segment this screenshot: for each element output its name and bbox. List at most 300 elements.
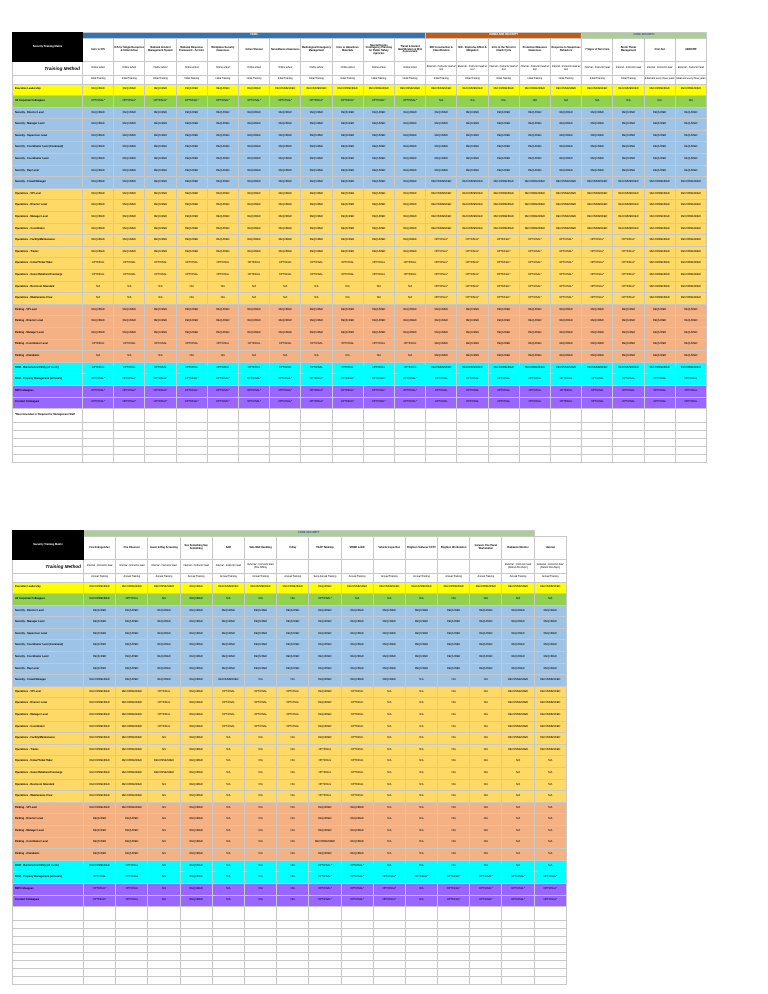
empty-cell <box>176 431 207 439</box>
blank-row <box>13 969 567 977</box>
empty-cell <box>373 921 405 929</box>
requirement-cell: REQUIRED <box>176 235 207 247</box>
requirement-cell: OPTIONAL* <box>426 258 457 270</box>
role-label: Operations - Coordinator <box>13 721 84 733</box>
requirement-cell: N/A <box>277 675 309 687</box>
requirement-cell: RECOMMENDED <box>502 744 534 756</box>
training-method-cell: Online w/test <box>176 62 207 76</box>
requirement-cell: RECOMMENDED <box>116 791 148 803</box>
requirement-cell: N/A <box>83 293 114 305</box>
empty-cell <box>114 455 145 463</box>
empty-cell <box>405 945 437 953</box>
requirement-cell: RECOMMENDED <box>394 84 425 96</box>
blank-row <box>13 447 707 455</box>
requirement-cell: N/A <box>244 779 276 791</box>
requirement-cell: N/A <box>405 814 437 826</box>
role-label: Parking - VP Level <box>13 304 83 316</box>
requirement-cell: N/A <box>244 849 276 861</box>
requirement-cell: REQUIRED <box>438 605 470 617</box>
role-row <box>13 258 707 270</box>
requirement-cell: REQUIRED <box>238 165 269 177</box>
training-method-cell: Online w/test <box>207 62 238 76</box>
empty-cell <box>301 409 332 423</box>
requirement-cell: REQUIRED <box>675 165 706 177</box>
empty-cell <box>644 455 675 463</box>
requirement-cell: REQUIRED <box>644 130 675 142</box>
requirement-cell: N/A <box>212 802 244 814</box>
requirement-cell: REQUIRED <box>176 304 207 316</box>
requirement-cell: N/A <box>502 837 534 849</box>
empty-cell <box>438 937 470 945</box>
column-header: Surveillance Awareness <box>270 39 301 62</box>
training-frequency-cell: Annual Training <box>148 574 180 583</box>
empty-cell <box>363 423 394 431</box>
requirement-cell: REQUIRED <box>502 605 534 617</box>
role-label: Operations - Director Level <box>13 200 83 212</box>
role-label: Parking - Director Level <box>13 814 84 826</box>
empty-cell <box>405 937 437 945</box>
requirement-cell: REQUIRED <box>145 142 176 154</box>
empty-cell <box>244 977 276 985</box>
requirement-cell: N/A <box>373 698 405 710</box>
role-label: Security - Director Level <box>13 605 84 617</box>
requirement-cell: REQUIRED <box>244 652 276 664</box>
empty-cell <box>270 423 301 431</box>
empty-cell <box>309 907 341 921</box>
empty-cell <box>550 431 581 439</box>
requirement-cell: N/A <box>373 849 405 861</box>
requirement-cell: REQUIRED <box>114 165 145 177</box>
requirement-cell: OPTIONAL* <box>309 872 341 884</box>
requirement-cell: REQUIRED <box>550 351 581 363</box>
requirement-cell: OPTIONAL* <box>114 96 145 108</box>
requirement-cell: N/A <box>148 895 180 907</box>
requirement-cell: N/A <box>207 351 238 363</box>
requirement-cell: REQUIRED <box>270 223 301 235</box>
requirement-cell: REQUIRED <box>176 107 207 119</box>
empty-cell <box>176 409 207 423</box>
requirement-cell: OPTIONAL <box>148 698 180 710</box>
requirement-cell: REQUIRED <box>426 165 457 177</box>
training-method-cell: Online w/test <box>238 62 269 76</box>
requirement-cell: N/A <box>405 686 437 698</box>
requirement-cell: REQUIRED <box>180 710 212 722</box>
empty-cell <box>116 961 148 969</box>
requirement-cell: N/A <box>176 281 207 293</box>
requirement-cell: REQUIRED <box>114 304 145 316</box>
training-method-cell <box>341 560 373 574</box>
column-header: Fire Observer <box>116 537 148 560</box>
requirement-cell: RECOMMENDED <box>488 84 519 96</box>
requirement-cell: REQUIRED <box>550 119 581 131</box>
requirement-cell: N/A <box>405 779 437 791</box>
requirement-cell: REQUIRED <box>332 200 363 212</box>
requirement-cell: OPTIONAL* <box>363 397 394 409</box>
requirement-cell: OPTIONAL* <box>519 258 550 270</box>
requirement-cell: OPTIONAL <box>394 339 425 351</box>
empty-cell <box>341 921 373 929</box>
footnote: *Recommended or Required for Management Staff <box>13 409 83 423</box>
requirement-cell: N/A <box>470 594 502 606</box>
role-label: Operations - Trades <box>13 246 83 258</box>
training-matrix-table <box>12 530 567 985</box>
requirement-cell: N/A <box>212 594 244 606</box>
requirement-cell: REQUIRED <box>488 119 519 131</box>
footnote <box>13 907 84 921</box>
requirement-cell: REQUIRED <box>270 154 301 166</box>
note-row <box>13 907 567 921</box>
requirement-cell: REQUIRED <box>238 223 269 235</box>
column-header: VBIED & IED <box>341 537 373 560</box>
requirement-cell: REQUIRED <box>212 663 244 675</box>
requirement-cell: N/A <box>277 825 309 837</box>
requirement-cell: REQUIRED <box>309 849 341 861</box>
requirement-cell: OPTIONAL* <box>145 397 176 409</box>
empty-cell <box>145 431 176 439</box>
empty-cell <box>373 907 405 921</box>
role-label: Parking - Manager Level <box>13 825 84 837</box>
empty-cell <box>244 921 276 929</box>
requirement-cell: N/A <box>148 791 180 803</box>
requirement-cell: OPTIONAL <box>341 710 373 722</box>
requirement-cell: N/A <box>332 281 363 293</box>
requirement-cell: N/A <box>373 594 405 606</box>
requirement-cell: N/A <box>148 872 180 884</box>
requirement-cell: REQUIRED <box>470 628 502 640</box>
requirement-cell: OPTIONAL <box>309 756 341 768</box>
requirement-cell: RECOMMENDED <box>613 212 644 224</box>
column-header: IED - Explosive Effect & Mitigation <box>457 39 488 62</box>
requirement-cell: RECOMMENDED <box>613 200 644 212</box>
requirement-cell: N/A <box>270 281 301 293</box>
role-label: Parking - Manager Level <box>13 327 83 339</box>
empty-cell <box>238 423 269 431</box>
matrix-title: Security Training Matrix <box>13 33 83 62</box>
empty-cell <box>550 409 581 423</box>
requirement-cell: REQUIRED <box>83 188 114 200</box>
column-header: First Aid <box>644 39 675 62</box>
requirement-cell: REQUIRED <box>438 628 470 640</box>
requirement-cell: N/A <box>244 744 276 756</box>
requirement-cell: REQUIRED <box>309 721 341 733</box>
requirement-cell: OPTIONAL <box>207 362 238 374</box>
requirement-cell: OPTIONAL <box>309 744 341 756</box>
requirement-cell: N/A <box>277 594 309 606</box>
empty-cell <box>405 921 437 929</box>
empty-cell <box>675 455 706 463</box>
requirement-cell: REQUIRED <box>309 733 341 745</box>
empty-cell <box>13 455 83 463</box>
requirement-cell: REQUIRED <box>502 663 534 675</box>
empty-cell <box>675 423 706 431</box>
requirement-cell: REQUIRED <box>148 675 180 687</box>
requirement-cell: REQUIRED <box>145 119 176 131</box>
requirement-cell: REQUIRED <box>301 177 332 189</box>
requirement-cell: REQUIRED <box>550 107 581 119</box>
requirement-cell: OPTIONAL* <box>488 246 519 258</box>
requirement-cell: OPTIONAL <box>145 258 176 270</box>
requirement-cell: RECOMMENDED <box>116 779 148 791</box>
empty-cell <box>502 945 534 953</box>
requirement-cell: OPTIONAL* <box>176 374 207 386</box>
empty-cell <box>212 969 244 977</box>
requirement-cell: N/A <box>438 710 470 722</box>
requirement-cell: RECOMMENDED <box>84 675 116 687</box>
training-frequency-cell: Semi-Annual Training <box>309 574 341 583</box>
requirement-cell: N/A <box>145 281 176 293</box>
requirement-cell: RECOMMENDED <box>457 84 488 96</box>
requirement-cell: REQUIRED <box>270 200 301 212</box>
empty-cell <box>470 969 502 977</box>
requirement-cell: REQUIRED <box>145 177 176 189</box>
requirement-cell: REQUIRED <box>373 663 405 675</box>
training-method-cell: Internal - Instructor lead <box>644 62 675 76</box>
requirement-cell: N/A <box>405 791 437 803</box>
requirement-cell: N/A <box>470 814 502 826</box>
role-row <box>13 768 567 780</box>
requirement-cell: OPTIONAL* <box>309 860 341 872</box>
requirement-cell: REQUIRED <box>394 246 425 258</box>
requirement-cell: OPTIONAL <box>675 385 706 397</box>
requirement-cell: REQUIRED <box>84 814 116 826</box>
column-header: Bomb Threat Management <box>613 39 644 62</box>
requirement-cell: N/A <box>148 814 180 826</box>
requirement-cell: REQUIRED <box>519 142 550 154</box>
requirement-cell: RECOMMENDED <box>675 235 706 247</box>
requirement-cell: N/A <box>502 849 534 861</box>
empty-cell <box>277 929 309 937</box>
requirement-cell: REQUIRED <box>332 212 363 224</box>
requirement-cell: REQUIRED <box>83 142 114 154</box>
requirement-cell: RECOMMENDED <box>550 188 581 200</box>
requirement-cell: N/A <box>212 825 244 837</box>
requirement-cell: OPTIONAL* <box>426 293 457 305</box>
requirement-cell: OPTIONAL* <box>550 293 581 305</box>
training-frequency-row <box>13 574 567 583</box>
training-frequency-cell: Initial Training <box>238 76 269 85</box>
requirement-cell: REQUIRED <box>550 154 581 166</box>
requirement-cell: N/A <box>373 802 405 814</box>
requirement-cell: RECOMMENDED <box>148 756 180 768</box>
requirement-cell: N/A <box>438 768 470 780</box>
requirement-cell: REQUIRED <box>148 652 180 664</box>
requirement-cell: REQUIRED <box>613 107 644 119</box>
requirement-cell: REQUIRED <box>207 119 238 131</box>
requirement-cell: N/A <box>405 675 437 687</box>
empty-cell <box>207 409 238 423</box>
empty-cell <box>394 447 425 455</box>
requirement-cell: REQUIRED <box>675 130 706 142</box>
empty-cell <box>145 455 176 463</box>
requirement-cell: REQUIRED <box>470 640 502 652</box>
requirement-cell: RECOMMENDED <box>675 200 706 212</box>
requirement-cell: REQUIRED <box>145 246 176 258</box>
requirement-cell: OPTIONAL* <box>519 293 550 305</box>
requirement-cell: N/A <box>212 814 244 826</box>
requirement-cell: OPTIONAL <box>270 362 301 374</box>
requirement-cell: REQUIRED <box>332 130 363 142</box>
role-row <box>13 617 567 629</box>
requirement-cell: N/A <box>212 756 244 768</box>
requirement-cell: REQUIRED <box>502 652 534 664</box>
requirement-cell: REQUIRED <box>180 698 212 710</box>
role-row <box>13 374 707 386</box>
requirement-cell: OPTIONAL* <box>519 246 550 258</box>
requirement-cell: OPTIONAL* <box>207 374 238 386</box>
requirement-cell: REQUIRED <box>176 327 207 339</box>
empty-cell <box>363 447 394 455</box>
empty-cell <box>83 455 114 463</box>
training-frequency-cell: Initial Training <box>176 76 207 85</box>
requirement-cell: N/A <box>212 744 244 756</box>
empty-cell <box>675 409 706 423</box>
empty-cell <box>277 969 309 977</box>
requirement-cell: OPTIONAL <box>341 756 373 768</box>
requirement-cell: REQUIRED <box>426 351 457 363</box>
training-method-label: Training Method <box>13 62 83 76</box>
empty-cell <box>116 969 148 977</box>
empty-cell <box>145 423 176 431</box>
requirement-cell: REQUIRED <box>394 130 425 142</box>
requirement-cell: N/A <box>457 96 488 108</box>
requirement-cell: N/A <box>405 756 437 768</box>
requirement-cell: RECOMMENDED <box>519 212 550 224</box>
requirement-cell: REQUIRED <box>394 177 425 189</box>
requirement-cell: N/A <box>244 895 276 907</box>
requirement-cell: REQUIRED <box>84 640 116 652</box>
empty-cell <box>13 977 84 985</box>
requirement-cell: OPTIONAL <box>270 339 301 351</box>
requirement-cell: REQUIRED <box>238 84 269 96</box>
training-frequency-cell: Annual Training <box>180 574 212 583</box>
requirement-cell: N/A <box>534 802 566 814</box>
requirement-cell: RECOMMENDED <box>613 84 644 96</box>
empty-cell <box>309 953 341 961</box>
requirement-cell: OPTIONAL <box>613 385 644 397</box>
role-row <box>13 883 567 895</box>
requirement-cell: N/A <box>405 849 437 861</box>
requirement-cell: REQUIRED <box>394 235 425 247</box>
requirement-cell: REQUIRED <box>207 223 238 235</box>
requirement-cell: REQUIRED <box>394 200 425 212</box>
role-row <box>13 212 707 224</box>
requirement-cell: N/A <box>244 756 276 768</box>
requirement-cell: RECOMMENDED <box>84 686 116 698</box>
empty-cell <box>363 439 394 447</box>
training-method-cell: External - Instructor lead w/ test <box>457 62 488 76</box>
requirement-cell: RECOMMENDED <box>116 698 148 710</box>
empty-cell <box>675 431 706 439</box>
requirement-cell: REQUIRED <box>176 130 207 142</box>
empty-cell <box>13 953 84 961</box>
empty-cell <box>212 907 244 921</box>
requirement-cell: RECOMMENDED <box>582 200 613 212</box>
requirement-cell: REQUIRED <box>238 154 269 166</box>
requirement-cell: REQUIRED <box>244 628 276 640</box>
empty-cell <box>373 945 405 953</box>
requirement-cell: RECOMMENDED <box>212 582 244 594</box>
requirement-cell: RECOMMENDED <box>426 188 457 200</box>
training-method-cell <box>438 560 470 574</box>
requirement-cell: RECOMMENDED <box>332 84 363 96</box>
empty-cell <box>438 969 470 977</box>
requirement-cell: RECOMMENDED <box>84 860 116 872</box>
requirement-cell: REQUIRED <box>519 351 550 363</box>
empty-cell <box>405 929 437 937</box>
requirement-cell: N/A <box>238 281 269 293</box>
empty-cell <box>373 969 405 977</box>
requirement-cell: REQUIRED <box>644 327 675 339</box>
column-header: X-Ray <box>277 537 309 560</box>
requirement-cell: N/A <box>405 733 437 745</box>
requirement-cell: REQUIRED <box>180 768 212 780</box>
blank-row <box>13 945 567 953</box>
requirement-cell: RECOMMENDED <box>644 223 675 235</box>
requirement-cell: OPTIONAL <box>244 686 276 698</box>
requirement-cell: REQUIRED <box>238 119 269 131</box>
requirement-cell: OPTIONAL* <box>394 385 425 397</box>
requirement-cell: RECOMMENDED <box>550 177 581 189</box>
requirement-cell: OPTIONAL <box>394 258 425 270</box>
requirement-cell: REQUIRED <box>301 165 332 177</box>
empty-cell <box>644 447 675 455</box>
requirement-cell: OPTIONAL <box>114 270 145 282</box>
requirement-cell: REQUIRED <box>394 107 425 119</box>
requirement-cell: REQUIRED <box>457 119 488 131</box>
requirement-cell: OPTIONAL <box>582 397 613 409</box>
requirement-cell: RECOMMENDED <box>116 686 148 698</box>
column-header: Safe Wall Handling <box>244 537 276 560</box>
empty-cell <box>457 431 488 439</box>
empty-cell <box>13 969 84 977</box>
requirement-cell: REQUIRED <box>534 652 566 664</box>
requirement-cell: REQUIRED <box>675 339 706 351</box>
role-row <box>13 698 567 710</box>
requirement-cell: REQUIRED <box>116 640 148 652</box>
requirement-cell: REQUIRED <box>238 107 269 119</box>
requirement-cell: REQUIRED <box>180 733 212 745</box>
requirement-cell: REQUIRED <box>145 154 176 166</box>
requirement-cell: REQUIRED <box>114 246 145 258</box>
requirement-cell: RECOMMENDED <box>84 733 116 745</box>
requirement-cell: OPTIONAL* <box>394 96 425 108</box>
column-header: Brighton Workstation <box>438 537 470 560</box>
requirement-cell: OPTIONAL <box>644 397 675 409</box>
requirement-cell: REQUIRED <box>301 200 332 212</box>
empty-cell <box>488 431 519 439</box>
requirement-cell: REQUIRED <box>644 142 675 154</box>
empty-cell <box>13 961 84 969</box>
empty-cell <box>212 937 244 945</box>
role-label: Operations - VP Level <box>13 686 84 698</box>
role-label: Operations - Trades <box>13 744 84 756</box>
requirement-cell: REQUIRED <box>238 177 269 189</box>
training-method-cell <box>309 560 341 574</box>
requirement-cell: REQUIRED <box>502 640 534 652</box>
role-row <box>13 223 707 235</box>
empty-cell <box>180 921 212 929</box>
empty-cell <box>582 423 613 431</box>
requirement-cell: REQUIRED <box>207 142 238 154</box>
requirement-cell: RECOMMENDED <box>426 200 457 212</box>
requirement-cell: REQUIRED <box>550 327 581 339</box>
requirement-cell: N/A <box>277 779 309 791</box>
empty-cell <box>582 447 613 455</box>
requirement-cell: REQUIRED <box>438 640 470 652</box>
empty-cell <box>502 929 534 937</box>
empty-cell <box>244 961 276 969</box>
empty-cell <box>309 945 341 953</box>
